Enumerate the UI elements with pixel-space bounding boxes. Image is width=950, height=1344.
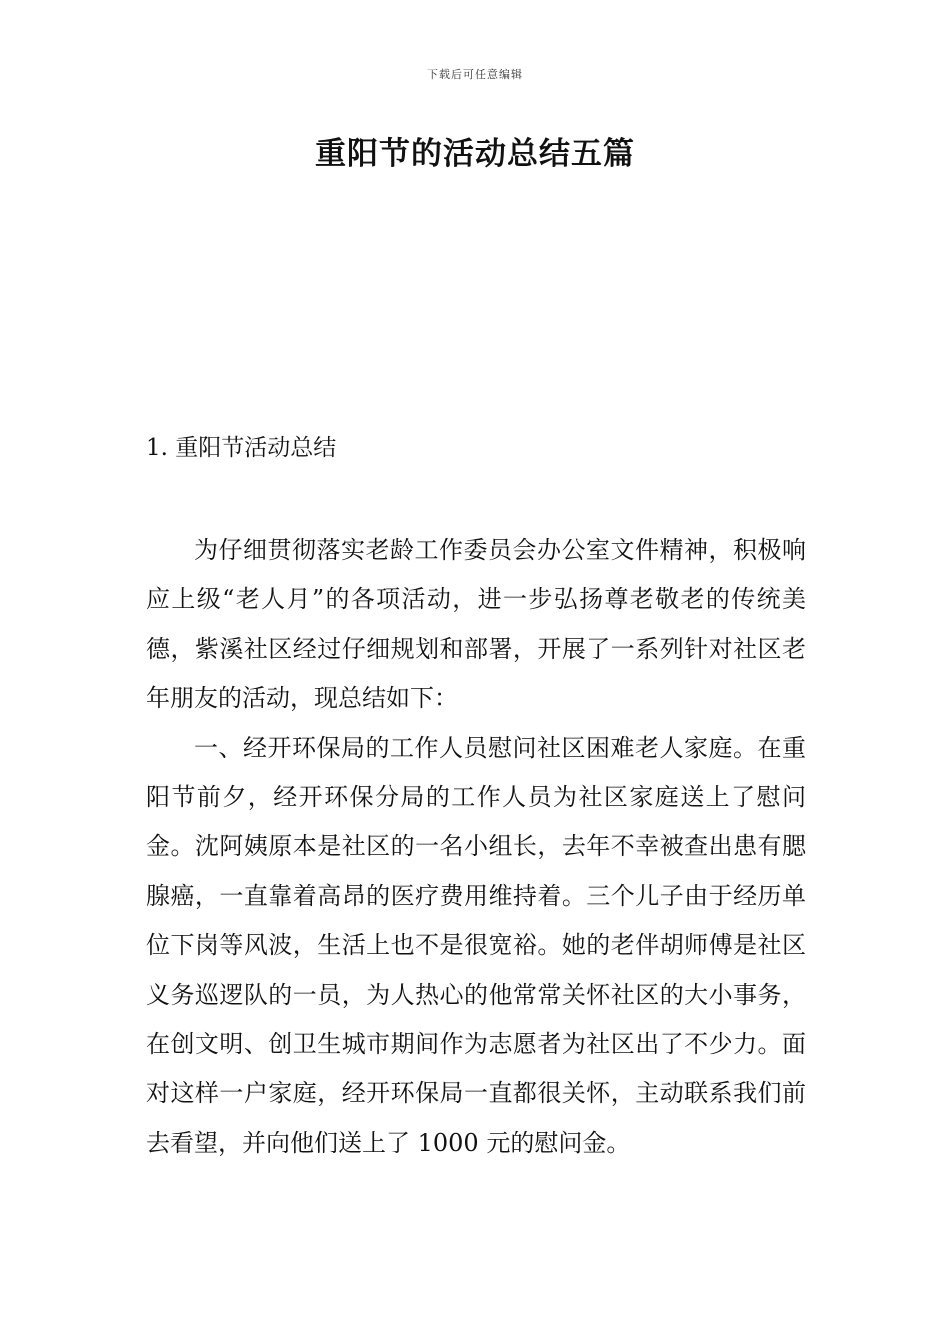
paragraph-item-1: 一、经开环保局的工作人员慰问社区困难老人家庭。在重阳节前夕，经开环保分局的工作人员为社区家庭送上了慰问金。沈阿姨原本是社区的一名小组长，去年不幸被查出患有腮腺癌，一直靠着高昂的医疗费用维持着。三个儿子由于经历单位下岗等风波，生活上也不是很宽裕。她的老伴胡师傅是社区义务巡逻队的一员，为人热心的他常常关怀社区的大小事务，在创文明、创卫生城市期间作为志愿者为社区出了不少力。面对这样一户家庭，经开环保局一直都很关怀，主动联系我们前去看望，并向他们送上了 1000 元的慰问金。 (146, 733, 806, 1157)
header-note: 下载后可任意编辑 (427, 68, 523, 81)
section-body (146, 526, 806, 1168)
document-title: 重阳节的活动总结五篇 (315, 136, 635, 172)
section-heading: 1. 重阳节活动总结 (146, 435, 337, 461)
paragraph-intro: 为仔细贯彻落实老龄工作委员会办公室文件精神，积极响应上级“老人月”的各项活动，进一步弘扬尊老敬老的传统美德，紫溪社区经过仔细规划和部署，开展了一系列针对社区老年朋友的活动，现总结如下： (146, 536, 806, 713)
